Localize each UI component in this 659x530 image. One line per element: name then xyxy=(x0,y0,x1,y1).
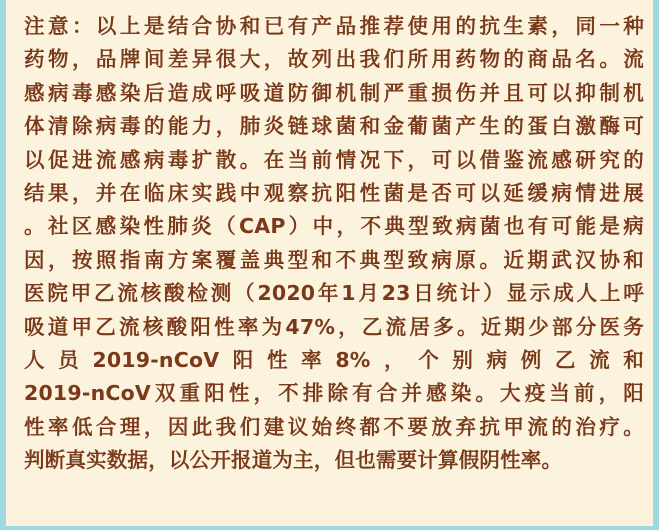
text-line: 以促进流感病毒扩散。在当前情况下，可以借鉴流感研究的 xyxy=(24,147,644,172)
text-line: 药物，品牌间差异很大，故列出我们所用药物的商品名。流 xyxy=(24,47,644,72)
text-line: 。社区感染性肺炎（CAP）中，不典型致病菌也有可能是病 xyxy=(24,214,644,239)
text-line: 体清除病毒的能力，肺炎链球菌和金葡菌产生的蛋白激酶可 xyxy=(24,114,644,139)
text-line: 感病毒感染后造成呼吸道防御机制严重损伤并且可以抑制机 xyxy=(24,80,644,105)
text-line: 注意：以上是结合协和已有产品推荐使用的抗生素，同一种 xyxy=(24,14,644,38)
text-line: 2019-nCoV双重阳性，不排除有合并感染。大疫当前，阳 xyxy=(24,381,644,406)
text-line: 吸道甲乙流核酸阳性率为47%，乙流居多。近期少部分医务 xyxy=(24,314,644,339)
note-paragraph xyxy=(24,10,644,478)
text-line: 人员2019-nCoV阳性率8%，个别病例乙流和 xyxy=(24,348,644,373)
text-line: 因，按照指南方案覆盖典型和不典型致病原。近期武汉协和 xyxy=(24,247,644,272)
text-line: 医院甲乙流核酸检测（2020年1月23日统计）显示成人上呼 xyxy=(24,281,644,306)
text-line: 判断真实数据，以公开报道为主，但也需要计算假阴性率。 xyxy=(24,448,563,473)
text-line: 性率低合理，因此我们建议始终都不要放弃抗甲流的治疗。 xyxy=(24,414,644,439)
text-line: 结果，并在临床实践中观察抗阳性菌是否可以延缓病情进展 xyxy=(24,181,644,206)
